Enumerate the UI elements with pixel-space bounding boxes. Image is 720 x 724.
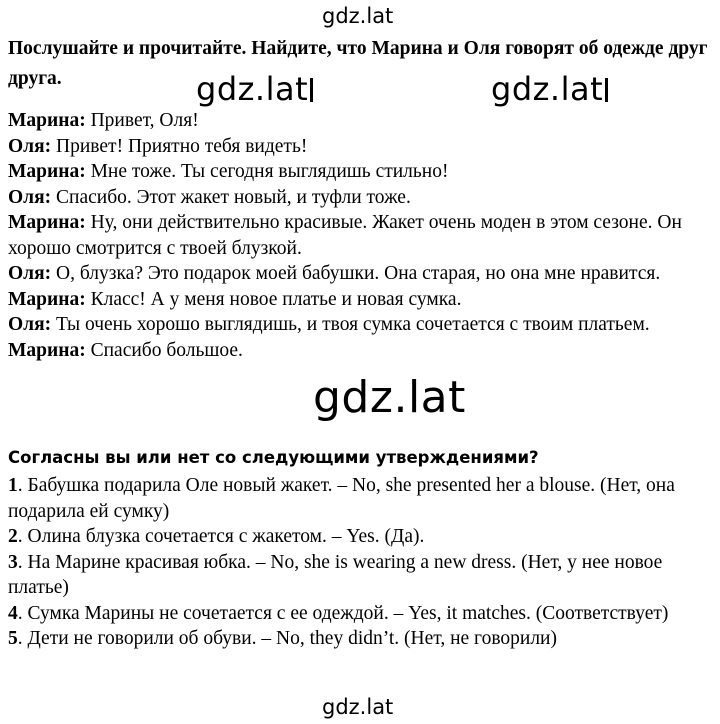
- answer-item: [8, 524, 713, 550]
- task-instruction: Послушайте и прочитайте. Найдите, что Марина и Оля говорят об одежде друг друга.: [8, 38, 708, 89]
- cursor-bar: [605, 78, 608, 102]
- item-number: 5: [8, 628, 18, 649]
- item-number: 4: [8, 602, 18, 624]
- watermark-top: gdz.lat: [322, 4, 394, 28]
- speaker-name: Марина:: [8, 212, 86, 233]
- line-text: Мне тоже. Ты сегодня выглядишь стильно!: [85, 161, 449, 182]
- watermark-mid-left: gdz.lat: [196, 70, 313, 108]
- dialog: [8, 108, 713, 363]
- item-text: . Олина блузка сочетается с жакетом. – Yes. (Да).: [17, 526, 425, 547]
- dialog-line: [8, 338, 713, 364]
- line-text: О, блузка? Это подарок моей бабушки. Она старая, но она мне нравится.: [51, 263, 661, 284]
- item-number: 3: [8, 551, 18, 573]
- item-number: 2: [8, 526, 18, 547]
- dialog-line: [8, 108, 713, 134]
- speaker-name: Марина:: [8, 110, 86, 131]
- speaker-name: Оля:: [8, 314, 52, 335]
- speaker-name: Оля:: [8, 186, 52, 208]
- answer-item: [8, 601, 713, 627]
- dialog-line: [8, 134, 713, 160]
- speaker-name: Марина:: [8, 161, 86, 182]
- dialog-line: [8, 312, 713, 338]
- line-text: Спасибо. Этот жакет новый, и туфли тоже.: [51, 186, 411, 208]
- speaker-name: Марина:: [8, 288, 86, 310]
- item-text: . На Марине красивая юбка. – No, she is wearing a new dress. (Нет, у нее новое платье): [8, 551, 663, 598]
- speaker-name: Оля:: [8, 135, 52, 157]
- item-number: 1: [8, 475, 18, 496]
- questions-title: Согласны вы или нет со следующими утверждениями?: [8, 448, 539, 467]
- watermark-bottom: gdz.lat: [322, 695, 394, 719]
- speaker-name: Марина:: [8, 339, 86, 361]
- cursor-bar: [310, 78, 313, 102]
- dialog-line: [8, 287, 713, 313]
- line-text: Класс! А у меня новое платье и новая сумка.: [85, 288, 462, 310]
- watermark-center: gdz.lat: [313, 372, 466, 423]
- dialog-line: [8, 261, 713, 287]
- item-text: . Дети не говорили об обуви. – No, they didn’t. (Нет, не говорили): [17, 628, 557, 649]
- dialog-line: [8, 185, 713, 211]
- answer-item: [8, 550, 713, 601]
- line-text: Привет! Приятно тебя видеть!: [51, 135, 308, 157]
- line-text: Спасибо большое.: [85, 339, 243, 361]
- item-text: . Бабушка подарила Оле новый жакет. – No, she presented her a blouse. (Нет, она подарила ей сумку): [8, 475, 675, 522]
- answer-item: [8, 473, 713, 524]
- answer-item: [8, 626, 713, 652]
- speaker-name: Оля:: [8, 263, 52, 284]
- dialog-line: [8, 210, 713, 261]
- watermark-mid-right: gdz.lat: [491, 70, 608, 108]
- line-text: Ну, они действительно красивые. Жакет очень моден в этом сезоне. Он хорошо смотрится с твоей блузкой.: [8, 212, 682, 259]
- answers-list: [8, 473, 713, 652]
- line-text: Привет, Оля!: [85, 110, 199, 131]
- dialog-line: [8, 159, 713, 185]
- item-text: . Сумка Марины не сочетается с ее одеждой. – Yes, it matches. (Соответствует): [17, 602, 669, 624]
- line-text: Ты очень хорошо выглядишь, и твоя сумка сочетается с твоим платьем.: [51, 314, 650, 335]
